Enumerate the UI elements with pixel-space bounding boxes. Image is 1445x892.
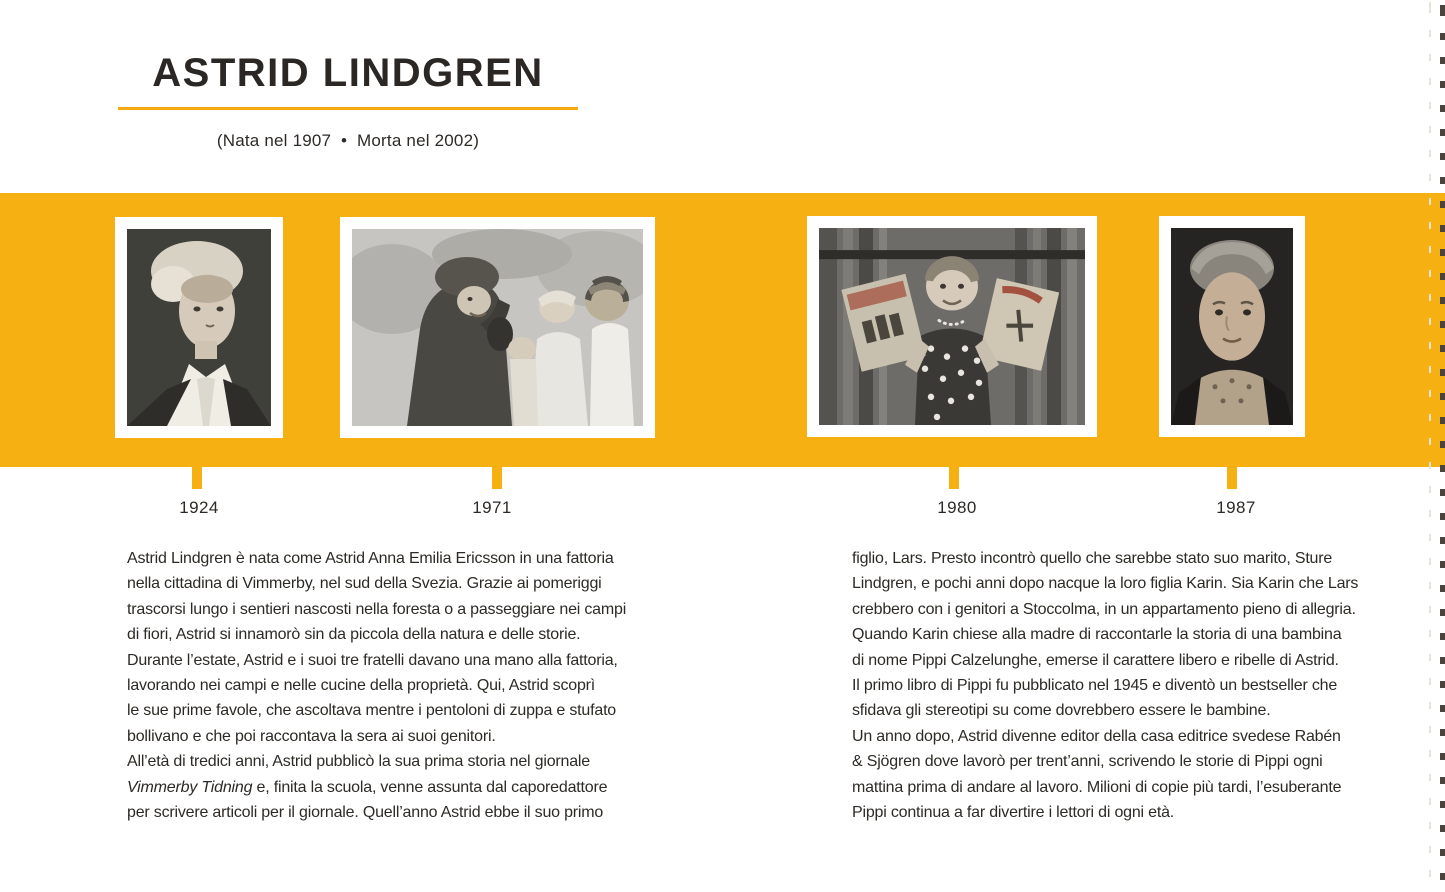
header	[118, 50, 578, 151]
birth-death-subtitle: (Nata nel 1907 • Morta nel 2002)	[216, 131, 480, 150]
photo-frame-1971	[340, 217, 655, 438]
body-line: Astrid Lindgren è nata come Astrid Anna Emilia Ericsson in una fattoria	[127, 550, 614, 567]
body-line: figlio, Lars. Presto incontrò quello che sarebbe stato suo marito, Sture	[852, 550, 1333, 567]
photo-frame-1924	[115, 217, 283, 438]
body-column-left	[127, 546, 626, 825]
body-line: di nome Pippi Calzelunghe, emerse il carattere libero e ribelle di Astrid.	[852, 651, 1339, 669]
newspaper-title: Vimmerby Tidning	[127, 778, 253, 796]
body-line: bollivano e che poi raccontava la sera ai suoi genitori.	[127, 727, 496, 745]
binding-perforation-dark	[1440, 0, 1445, 892]
body-line: Un anno dopo, Astrid divenne editor della casa editrice svedese Rabén	[852, 727, 1341, 745]
photo-1924-young-portrait	[127, 229, 271, 426]
photo-frame-1980	[807, 216, 1097, 437]
body-line: Lindgren, e pochi anni dopo nacque la loro figlia Karin. Sia Karin che Lars	[852, 575, 1359, 593]
year-label-1924: 1924	[179, 498, 219, 517]
photo-1987-elder-portrait	[1171, 228, 1293, 425]
timeline-tick-1987	[1227, 467, 1237, 489]
title-underline	[118, 107, 578, 110]
photo-frame-1987	[1159, 216, 1305, 437]
body-line: crebbero con i genitori a Stoccolma, in un appartamento pieno di allegria.	[852, 600, 1356, 618]
body-line: di fiori, Astrid si innamorò sin da piccola della natura e delle storie.	[127, 626, 581, 644]
body-line: Durante l’estate, Astrid e i suoi tre fratelli davano una mano alla fattoria,	[127, 651, 618, 669]
year-label-1971: 1971	[472, 498, 512, 517]
page-title: ASTRID LINDGREN	[152, 51, 544, 95]
year-label-1980: 1980	[937, 498, 977, 517]
timeline-tick-1971	[492, 467, 502, 489]
body-line: Pippi continua a far divertire i lettori di ogni età.	[852, 804, 1175, 822]
binding-perforation-light	[1429, 0, 1431, 892]
body-line: le sue prime favole, che ascoltava mentre i pentoloni di zuppa e stufato	[127, 702, 617, 720]
photo-1980-holding-books	[819, 228, 1085, 425]
timeline-tick-1924	[192, 467, 202, 489]
body-line: All’età di tredici anni, Astrid pubblicò la sua prima storia nel giornale	[127, 753, 590, 771]
body-line-with-newspaper-title	[127, 775, 626, 800]
body-line: nella cittadina di Vimmerby, nel sud della Svezia. Grazie ai pomeriggi	[127, 575, 602, 593]
body-line: sfidava gli stereotipi su come dovrebbero essere le bambine.	[852, 702, 1271, 720]
body-line: Il primo libro di Pippi fu pubblicato nel 1945 e diventò un bestseller che	[852, 677, 1338, 695]
body-line: & Sjögren dove lavorò per trent’anni, scrivendo le storie di Pippi ogni	[852, 753, 1323, 771]
body-line-rest: e, finita la scuola, venne assunta dal caporedattore	[252, 778, 608, 796]
body-line: Quando Karin chiese alla madre di raccontarle la storia di una bambina	[852, 626, 1342, 644]
body-line: per scrivere articoli per il giornale. Quell’anno Astrid ebbe il suo primo	[127, 804, 604, 822]
body-line: mattina prima di andare al lavoro. Milioni di copie più tardi, l’esuberante	[852, 778, 1342, 796]
photo-1971-with-children	[352, 229, 643, 426]
body-line: trascorsi lungo i sentieri nascosti nella foresta o a passeggiare nei campi	[127, 600, 627, 618]
body-column-right	[852, 546, 1358, 825]
body-line: lavorando nei campi e nelle cucine della proprietà. Qui, Astrid scoprì	[127, 677, 596, 695]
year-label-1987: 1987	[1216, 498, 1256, 517]
timeline-tick-1980	[949, 467, 959, 489]
